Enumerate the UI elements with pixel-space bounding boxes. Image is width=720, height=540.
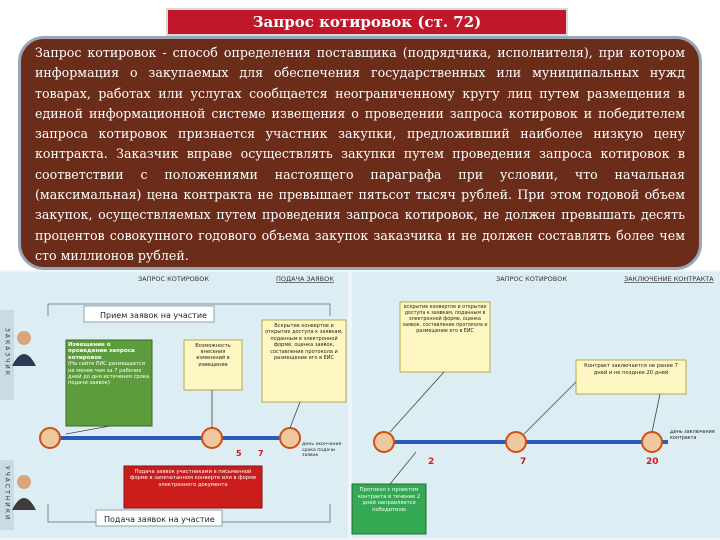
submission-box-text: Подача заявок участниками в письменной форме в запечатанном конверте или в форме электронного документа — [129, 469, 257, 488]
page-title-text: Запрос котировок (ст. 72) — [252, 13, 482, 31]
procedure-diagram — [0, 270, 720, 540]
opening-box-left-text: Вскрытие конвертов и открытие доступа к заявкам, поданным в электронной форме, оценка заявок, составление протокола и размещение его в ЕИС — [265, 323, 343, 362]
banner-bottom-label: Подача заявок на участие — [104, 515, 215, 524]
notice-box-title: Извещение о проведении запроса котировок — [68, 342, 135, 361]
change-box-text: Возможность внесения изменений в извещение — [195, 343, 231, 368]
contract-box-text: Контракт заключается не ранее 7 дней и не позднее 20 дней — [584, 363, 678, 376]
right-panel-subheader: ЗАКЛЮЧЕНИЕ КОНТРАКТА — [624, 275, 714, 283]
contract-day-label: День заключения контракта — [670, 430, 715, 441]
timeline-node-opening — [374, 432, 394, 452]
left-panel-subheader: ПОДАЧА ЗАЯВОК — [276, 275, 334, 283]
definition-text: Запрос котировок - способ определения поставщика (подрядчика, исполнителя), при котором информация о закупаемых для обеспечения государственных или муниципальных нужд товарах, работах или услугах сообщается неограниченному кругу лиц путем размещения в единой информационной системе извещения о проведении запроса котировок и победителем запроса котировок признается участник закупки, предложивший наиболее низкую цену контракта. Заказчик вправе осуществлять закупки путем проведения запроса котировок в соответствии с положениями настоящего параграфа при условии, что начальная (максимальная) цена контракта не превышает пятьсот тысяч рублей. При этом годовой объем закупок, осуществляемых путем проведения запроса котировок, не должен превышать десять процентов совокупного годового объема закупок заказчика и не должен составлять более чем сто миллионов рублей. — [35, 45, 685, 263]
timeline-node-day7 — [506, 432, 526, 452]
opening-box-right-text: Вскрытие конвертов и открытие доступа к заявкам, поданным в электронной форме, оценка заявок, составление протокола и размещение его в ЕИС — [402, 305, 488, 334]
day-label-7-left: 7 — [258, 449, 264, 458]
deadline-label: День окончания срока подачи заявок — [302, 442, 342, 459]
timeline-node-deadline — [280, 428, 300, 448]
timeline-node-change — [202, 428, 222, 448]
timeline-node-day20 — [642, 432, 662, 452]
role-participants-label: УЧАСТНИКИ — [3, 466, 11, 522]
definition-box — [18, 36, 702, 270]
page-title — [166, 8, 568, 36]
role-customer-label: ЗАКАЗЧИК — [3, 328, 11, 378]
day-label-20: 20 — [646, 457, 659, 467]
timeline-node-start — [40, 428, 60, 448]
day-label-7-right: 7 — [520, 457, 527, 467]
day-label-2: 2 — [428, 457, 435, 467]
banner-top-label: Прием заявок на участие — [100, 311, 207, 320]
protocol-box-text: Протокол с проектом контракта в течение 2 дней направляется победителю — [357, 487, 421, 513]
notice-box-body: (На сайте ЕИС размещается не менее чем за 7 рабочих дней до дня истечения срока подачи заявок) — [68, 361, 150, 387]
right-panel-header: ЗАПРОС КОТИРОВОК — [496, 275, 567, 283]
left-panel-header: ЗАПРОС КОТИРОВОК — [138, 275, 209, 283]
day-label-5: 5 — [236, 449, 242, 458]
